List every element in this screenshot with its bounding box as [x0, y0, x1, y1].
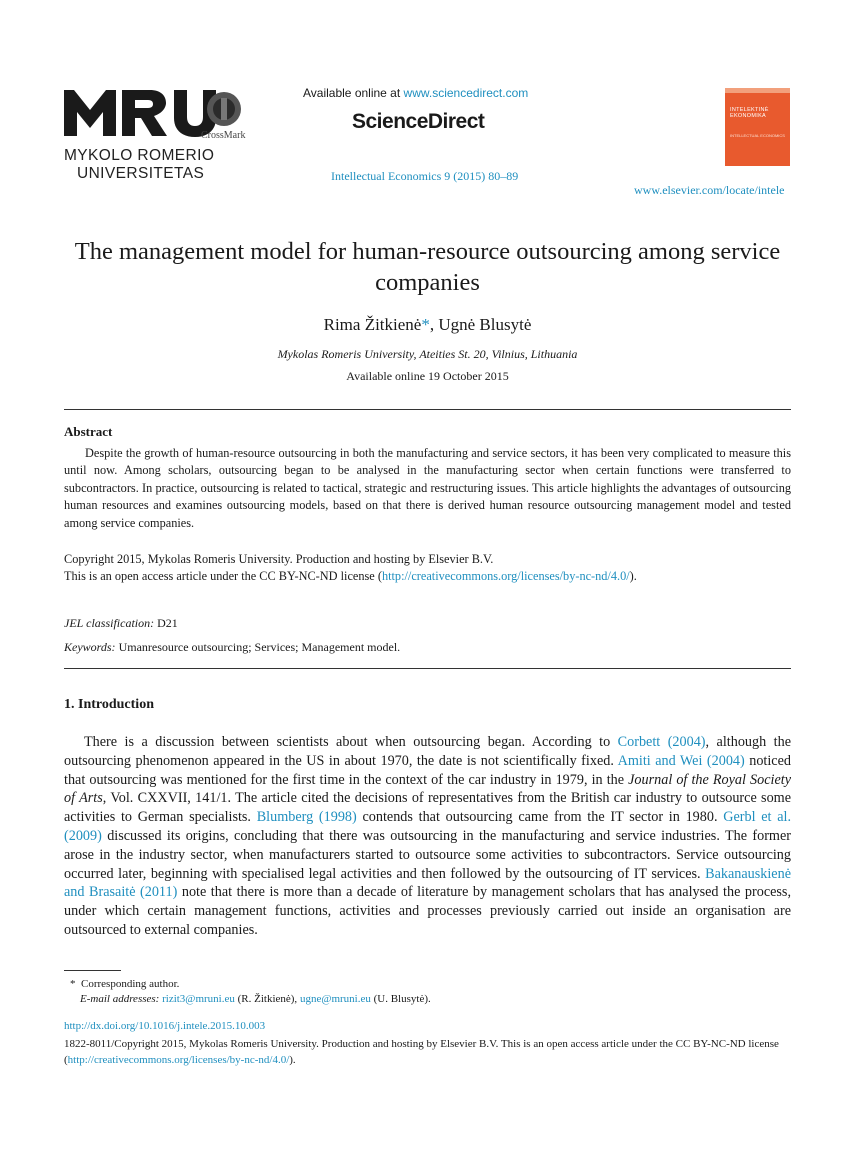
- sciencedirect-brand: ScienceDirect: [352, 110, 485, 133]
- ref-gerbl-2009[interactable]: Gerbl et al. (2009): [64, 809, 791, 844]
- jel-label: JEL classification:: [64, 616, 155, 630]
- journal-citation-link[interactable]: Intellectual Economics 9 (2015) 80–89: [331, 169, 519, 183]
- ref-corbett-2004[interactable]: Corbett (2004): [617, 734, 706, 750]
- copyright-block: [64, 551, 791, 586]
- email-link-2[interactable]: ugne@mruni.eu: [299, 993, 371, 1005]
- journal-cover-image: [725, 88, 790, 166]
- author-list: [64, 315, 791, 335]
- footer-license: 1822-8011/Copyright 2015, Mykolas Romeris University. Production and hosting by Elsevier B.V. This is an open access article under the CC BY-NC-ND license (http://creativecommons.org/licenses/by-nc-nd/4.0/).: [64, 1038, 779, 1066]
- footer-license-link[interactable]: http://creativecommons.org/licenses/by-nc-nd/4.0/: [67, 1054, 290, 1066]
- doi-link[interactable]: http://dx.doi.org/10.1016/j.intele.2015.10.003: [64, 1020, 266, 1032]
- university-logo: [64, 88, 254, 188]
- affiliation: Mykolas Romeris University, Ateities St. 20, Vilnius, Lithuania: [277, 347, 578, 361]
- license-link[interactable]: http://creativecommons.org/licenses/by-nc-nd/4.0/: [381, 569, 630, 584]
- license-line: This is an open access article under the CC BY-NC-ND license (http://creativecommons.org/licenses/by-nc-nd/4.0/).: [64, 569, 637, 584]
- top-divider: [64, 409, 791, 410]
- author-separator: ,: [429, 315, 439, 334]
- ref-blumberg-1998[interactable]: Blumberg (1998): [256, 809, 357, 826]
- sciencedirect-link[interactable]: www.sciencedirect.com: [403, 86, 529, 100]
- abstract-text: Despite the growth of human-resource outsourcing in both the manufacturing and service sectors, it has been very complicated to measure this until now. Among scholars, outsourcing began to be analysed in the manufacturing sector when certain functions were transferred to subcontractors. In practice, outsourcing is related to tactical, strategic and restructuring issues. This article highlights the advantages of outsourcing human resources and examines outsourcing models, based on that there is derived human resource outsourcing management model and tested among service companies.: [64, 446, 791, 530]
- ref-bakanauskiene-2011[interactable]: Bakanauskienė and Brasaitė (2011): [64, 865, 791, 901]
- keywords-value: Umanresource outsourcing; Services; Management model.: [118, 640, 401, 654]
- jel-classification: [64, 616, 178, 631]
- cover-subtitle: INTELLECTUAL ECONOMICS: [730, 133, 785, 138]
- bottom-divider: [64, 668, 791, 669]
- section-heading-introduction: 1. Introduction: [64, 697, 154, 712]
- copyright-line: Copyright 2015, Mykolas Romeris University. Production and hosting by Elsevier B.V.: [64, 552, 494, 566]
- introduction-paragraph: There is a discussion between scientists about when outsourcing began. According to Corbett (2004), although the outsourcing phenomenon appeared in the US in about 1970, the date is not scientifically fixed. Amiti and Wei (2004) noticed that outsourcing was mentioned for the first time in the context of the car industry in 1979, in the Journal of the Royal Society of Arts, Vol. CXXVII, 141/1. The article cited the decisions of representatives from the British car industry to outsource some activities to German specialists. Blumberg (1998) contends that outsourcing came from the IT sector in 1980. Gerbl et al. (2009) discussed its origins, concluding that there was outsourcing in the manufacturing and service industries. The former arose in the industry sector, when manufacturers started to outsource some activities to subcontractors. Service outsourcing occurred later, beginning with specialised legal activities and then followed by the outsourcing of IT services. Bakanauskienė and Brasaitė (2011) note that there is more than a decade of literature by management scholars that has analysed the process, under which certain management functions, activities and processes previously carried out inside an organisation are outsourced to external companies.: [64, 734, 792, 938]
- available-online-line: [303, 86, 528, 100]
- keywords: [64, 640, 400, 655]
- author-1: Rima Žitkienė: [323, 315, 422, 334]
- article-title: The management model for human-resource outsourcing among service companies: [74, 238, 781, 296]
- ref-amiti-wei-2004[interactable]: Amiti and Wei (2004): [617, 752, 745, 769]
- email-label: E-mail addresses:: [80, 993, 160, 1005]
- cover-publisher-strip: [725, 166, 790, 178]
- footnote-emails: E-mail addresses: rizit3@mruni.eu (R. Žitkienė), ugne@mruni.eu (U. Blusytė).: [80, 993, 431, 1005]
- cover-title: INTELEKTINĖ EKONOMIKA: [730, 107, 769, 119]
- available-prefix: Available online at: [303, 86, 404, 100]
- footnote-divider: [64, 970, 121, 971]
- corresponding-author-mark[interactable]: *: [421, 315, 430, 334]
- author-2: Ugnė Blusytė: [438, 315, 532, 334]
- journal-homepage-link[interactable]: www.elsevier.com/locate/intele: [634, 183, 785, 197]
- logo-text-line2: UNIVERSITETAS: [77, 165, 205, 182]
- email-link-1[interactable]: rizit3@mruni.eu: [162, 993, 235, 1005]
- abstract-heading: Abstract: [64, 424, 113, 439]
- footnote-mark: *: [70, 978, 76, 990]
- logo-text-line1: MYKOLO ROMERIO: [64, 147, 215, 164]
- keywords-label: Keywords:: [64, 640, 116, 654]
- crossmark-label[interactable]: CrossMark: [201, 130, 246, 141]
- footnote-corresponding: * Corresponding author.: [70, 978, 180, 990]
- available-date: Available online 19 October 2015: [346, 369, 509, 383]
- journal-name: Journal of the Royal Society of Arts: [64, 771, 792, 807]
- jel-value: D21: [157, 616, 178, 630]
